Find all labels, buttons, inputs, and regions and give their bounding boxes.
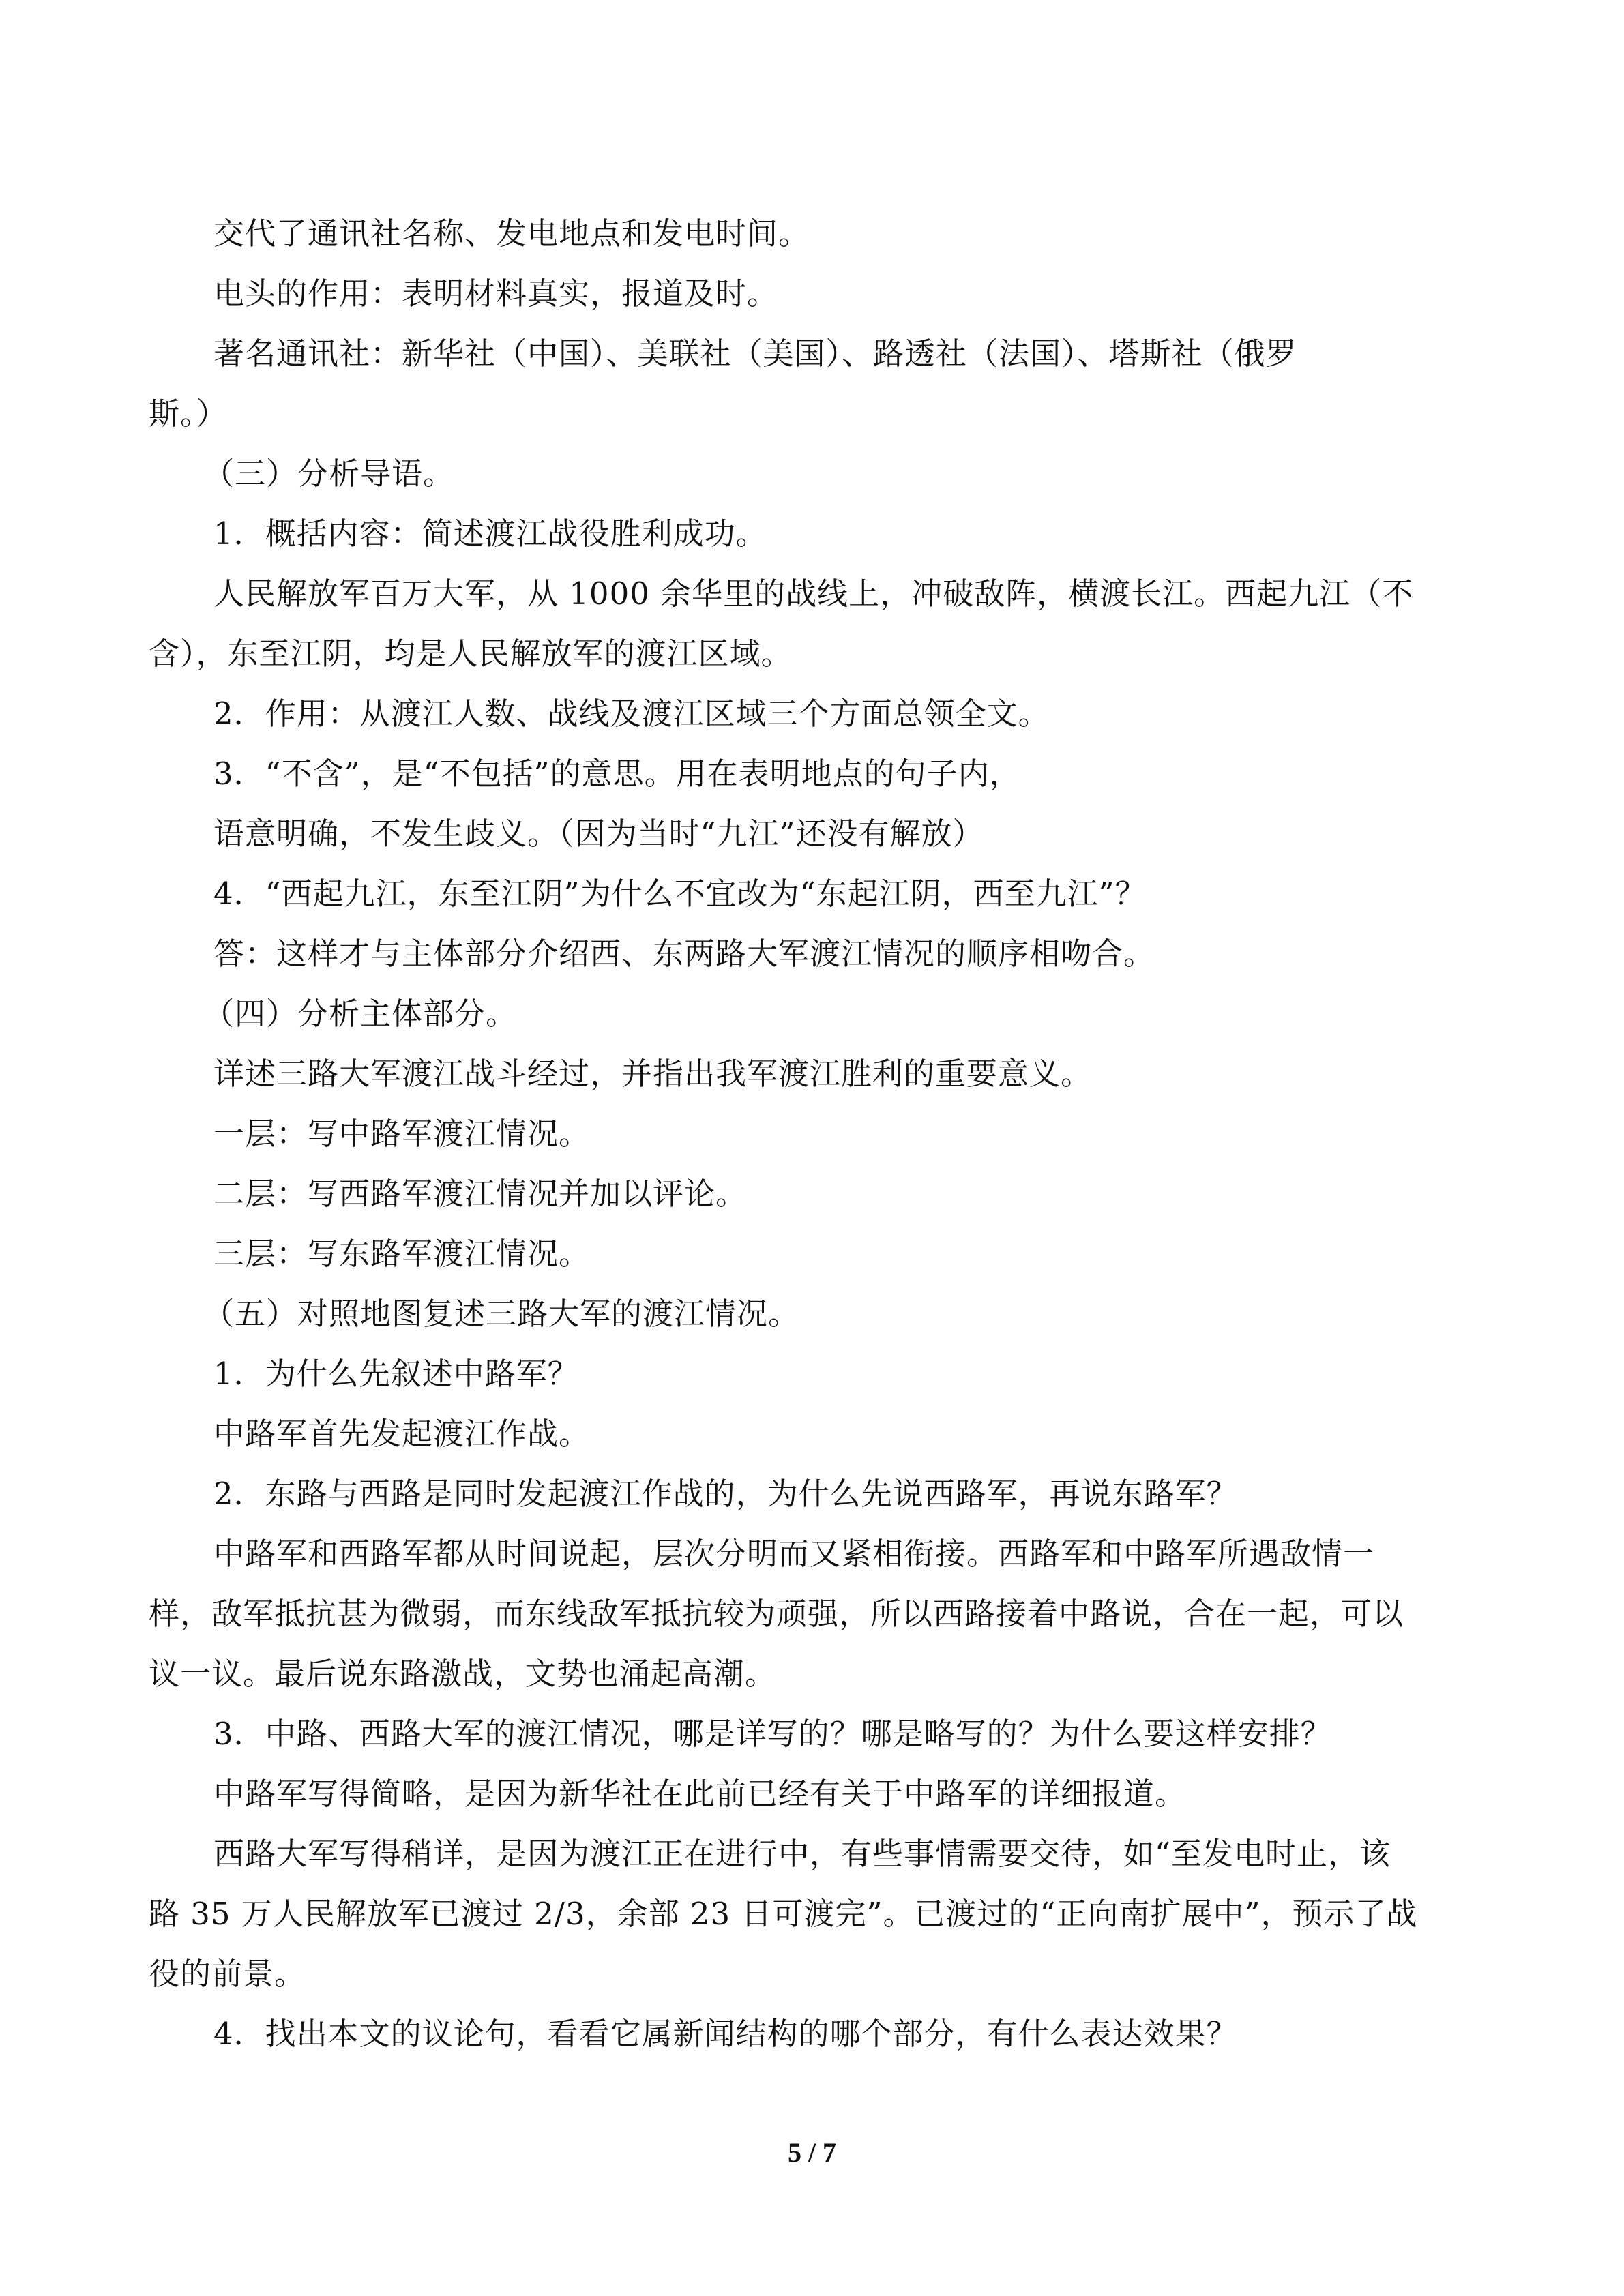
page-number: 5 / 7 [787, 2137, 837, 2168]
text-line: 含），东至江阴，均是人民解放军的渡江区域。 [149, 636, 793, 672]
text-line: 1．概括内容：简述渡江战役胜利成功。 [213, 516, 767, 552]
text-line: 役的前景。 [149, 1956, 306, 1992]
text-line: 西路大军写得稍详，是因为渡江正在进行中，有些事情需要交待，如“至发电时止，该 [213, 1836, 1391, 1872]
text-line: 二层：写西路军渡江情况并加以评论。 [213, 1176, 748, 1212]
text-line: 4．“西起九江，东至江阴”为什么不宜改为“东起江阴，西至九江”？ [213, 876, 1147, 912]
text-line: 议一议。最后说东路激战，文势也涌起高潮。 [149, 1656, 777, 1692]
section-heading: （三）分析导语。 [203, 456, 455, 492]
text-line: 答：这样才与主体部分介绍西、东两路大军渡江情况的顺序相吻合。 [213, 936, 1155, 972]
text-line: 中路军首先发起渡江作战。 [213, 1416, 591, 1452]
text-line: 样，敌军抵抗甚为微弱，而东线敌军抵抗较为顽强，所以西路接着中路说，合在一起，可以 [149, 1596, 1404, 1632]
text-line: 3．中路、西路大军的渡江情况，哪是详写的？哪是略写的？为什么要这样安排？ [213, 1716, 1332, 1752]
text-line: 斯。） [149, 396, 228, 432]
section-heading: （五）对照地图复述三路大军的渡江情况。 [203, 1296, 800, 1332]
text-line: 详述三路大军渡江战斗经过，并指出我军渡江胜利的重要意义。 [213, 1056, 1093, 1092]
text-line: 1．为什么先叙述中路军？ [213, 1356, 579, 1392]
text-line: 电头的作用：表明材料真实，报道及时。 [213, 275, 779, 312]
text-line: 一层：写中路军渡江情况。 [213, 1116, 591, 1152]
text-line: 著名通讯社：新华社（中国）、美联社（美国）、路透社（法国）、塔斯社（俄罗 [213, 336, 1297, 372]
text-line: 路 35 万人民解放军已渡过 2/3，余部 23 日可渡完”。已渡过的“正向南扩展中”，预示了战 [149, 1896, 1418, 1932]
text-line: 中路军写得简略，是因为新华社在此前已经有关于中路军的详细报道。 [213, 1776, 1187, 1812]
text-line: 人民解放军百万大军，从 1000 余华里的战线上，冲破敌阵，横渡长江。西起九江（不 [213, 576, 1414, 612]
text-line: 中路军和西路军都从时间说起，层次分明而又紧相衔接。西路军和中路军所遇敌情一 [213, 1536, 1375, 1572]
section-heading: （四）分析主体部分。 [203, 996, 518, 1032]
text-line: 语意明确，不发生歧义。（因为当时“九江”还没有解放） [213, 816, 984, 852]
text-line: 交代了通讯社名称、发电地点和发电时间。 [213, 215, 810, 252]
text-line: 3．“不含”，是“不包括”的意思。用在表明地点的句子内， [213, 756, 1021, 792]
text-line: 2．作用：从渡江人数、战线及渡江区域三个方面总领全文。 [213, 696, 1050, 732]
text-line: 三层：写东路军渡江情况。 [213, 1236, 591, 1272]
text-line: 4．找出本文的议论句，看看它属新闻结构的哪个部分，有什么表达效果？ [213, 2016, 1238, 2052]
text-line: 2．东路与西路是同时发起渡江作战的，为什么先说西路军，再说东路军？ [213, 1476, 1238, 1512]
